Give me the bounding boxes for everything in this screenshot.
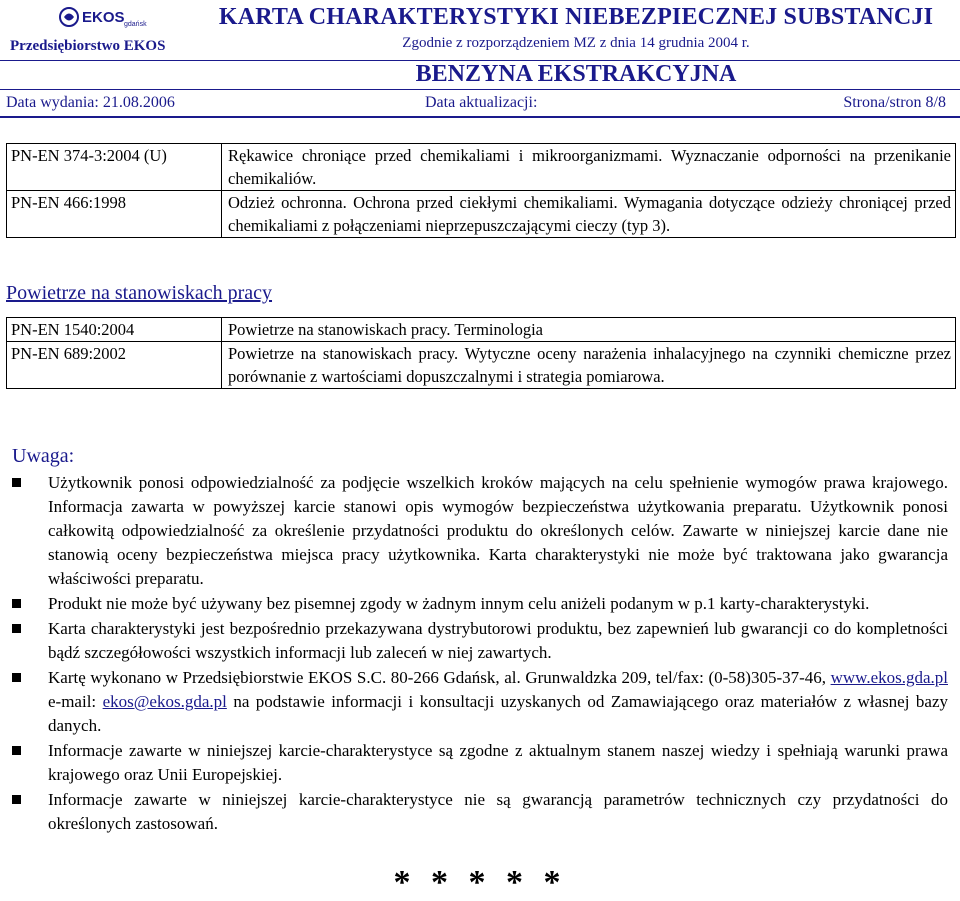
list-item <box>12 666 948 738</box>
logo-text: EKOS <box>82 9 125 26</box>
standard-description: Rękawice chroniące przed chemikaliami i mikroorganizmami. Wyznaczanie odporności na przenikanie chemikaliów. <box>222 144 956 191</box>
section-heading: Powietrze na stanowiskach pracy <box>6 282 273 304</box>
end-of-document-mark: * * * * * <box>393 864 567 901</box>
issue-date: Data wydania: 21.08.2006 <box>6 94 175 111</box>
remark-text: Użytkownik ponosi odpowiedzialność za podjęcie wszelkich kroków mających na celu spełnienie wymogów prawa krajowego. Informacja zawarta w powyższej karcie stanowi opis wymogów bezpieczeństwa użytkowania preparatu. Użytkownik ponosi całkowitą odpowiedzialność za określenie przydatności produktu do określonych celów. Zawarte w niniejszej karcie dane nie stanowią oceny bezpieczeństwa miejsca pracy użytkownika. Karta charakterystyki nie może być traktowana jako gwarancja właściwości preparatu. <box>48 473 948 588</box>
table-row <box>7 191 956 238</box>
company-name: Przedsiębiorstwo EKOS <box>10 38 166 54</box>
standard-description: Powietrze na stanowiskach pracy. Terminologia <box>222 318 956 342</box>
contact-text-post: na podstawie informacji i konsultacji uzyskanych od Zamawiającego oraz materiałów z własnej bazy danych. <box>48 692 948 735</box>
remark-text: Informacje zawarte w niniejszej karcie-charakterystyce nie są gwarancją parametrów technicznych czy przydatności do określonych zastosowań. <box>48 790 948 833</box>
table-row <box>7 144 956 191</box>
standard-code: PN-EN 466:1998 <box>7 191 222 238</box>
ekos-logo-icon <box>58 6 148 28</box>
company-logo <box>6 4 192 56</box>
bullet-icon <box>12 478 21 487</box>
standard-code: PN-EN 1540:2004 <box>7 318 222 342</box>
bullet-icon <box>12 795 21 804</box>
remarks-list <box>12 471 948 837</box>
website-link[interactable]: www.ekos.gda.pl <box>830 668 948 687</box>
standard-code: PN-EN 689:2002 <box>7 342 222 389</box>
standards-table-workplace-air <box>6 317 956 389</box>
logo-small-text: gdańsk <box>124 21 147 28</box>
email-link[interactable]: ekos@ekos.gda.pl <box>102 692 227 711</box>
standards-table-protection <box>6 143 956 238</box>
list-item <box>12 739 948 787</box>
header-top <box>0 0 960 60</box>
bullet-icon <box>12 673 21 682</box>
bullet-icon <box>12 599 21 608</box>
list-item <box>12 617 948 665</box>
product-name: BENZYNA EKSTRAKCYJNA <box>415 61 737 87</box>
list-item <box>12 592 948 616</box>
remark-text: Produkt nie może być używany bez pisemnej zgody w żadnym innym celu aniżeli podanym w p.1 karty-charakterystyki. <box>48 594 870 613</box>
update-date-label: Data aktualizacji: <box>425 94 538 111</box>
standard-description: Powietrze na stanowiskach pracy. Wytyczne oceny narażenia inhalacyjnego na czynniki chemiczne przez porównanie z wartościami dopuszczalnymi i strategia pomiarowa. <box>222 342 956 389</box>
page-number: Strona/stron 8/8 <box>843 94 946 111</box>
email-label: e-mail: <box>48 692 97 711</box>
header-meta-bar <box>0 89 960 117</box>
document-title: KARTA CHARAKTERYSTYKI NIEBEZPIECZNEJ SUBSTANCJI <box>218 4 934 30</box>
remarks-heading: Uwaga: <box>12 445 75 467</box>
list-item <box>12 471 948 591</box>
bullet-icon <box>12 624 21 633</box>
header-divider <box>0 116 960 118</box>
remark-text: Karta charakterystyki jest bezpośrednio przekazywana dystrybutorowi produktu, bez zapewnień lub gwarancji co do kompletności bądź szczegółowości wszystkich informacji lub zaleceń w niej zawartych. <box>48 619 948 662</box>
table-row <box>7 342 956 389</box>
document-header <box>0 0 960 118</box>
bullet-icon <box>12 746 21 755</box>
standard-code: PN-EN 374-3:2004 (U) <box>7 144 222 191</box>
table-row <box>7 318 956 342</box>
contact-text-pre: Kartę wykonano w Przedsiębiorstwie EKOS S.C. 80-266 Gdańsk, al. Grunwaldzka 209, tel/fax: (0-58)305-37-46, <box>48 668 827 687</box>
remark-text: Informacje zawarte w niniejszej karcie-charakterystyce są zgodne z aktualnym stanem naszej wiedzy i spełniają warunki prawa krajowego oraz Unii Europejskiej. <box>48 741 948 784</box>
document-subtitle: Zgodnie z rozporządzeniem MZ z dnia 14 grudnia 2004 r. <box>402 35 750 51</box>
list-item <box>12 788 948 836</box>
standard-description: Odzież ochronna. Ochrona przed ciekłymi chemikaliami. Wymagania dotyczące odzieży chroniącej przed chemikaliami z połączeniami nieprzepuszczającymi cieczy (typ 3). <box>222 191 956 238</box>
